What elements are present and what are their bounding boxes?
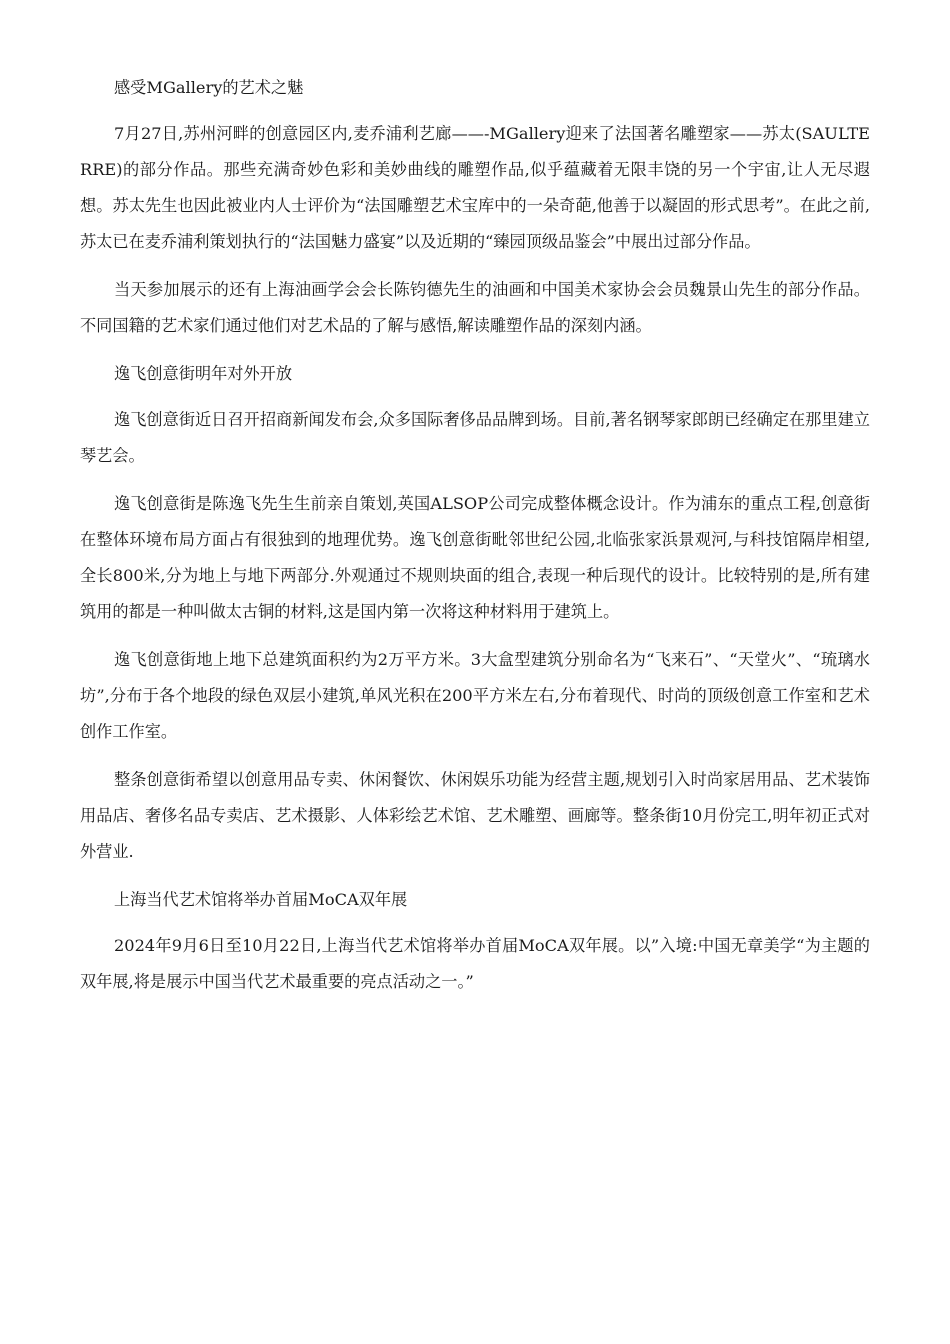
section-heading: 上海当代艺术馆将举办首届MoCA双年展 (114, 890, 408, 909)
paragraph: 整条创意街希望以创意用品专卖、休闲餐饮、休闲娱乐功能为经营主题,规划引入时尚家居用品、艺术装饰用品店、奢侈名品专卖店、艺术摄影、人体彩绘艺术馆、艺术雕塑、画廊等。整条街10月份完工,明年初正式对外营业. (80, 770, 870, 861)
section-mgallery (80, 70, 870, 344)
section-heading: 逸飞创意街明年对外开放 (114, 364, 293, 383)
section-heading: 感受MGallery的艺术之魅 (114, 78, 304, 97)
paragraph: 当天参加展示的还有上海油画学会会长陈钧德先生的油画和中国美术家协会会员魏景山先生的部分作品。不同国籍的艺术家们通过他们对艺术品的了解与感悟,解读雕塑作品的深刻内涵。 (80, 280, 870, 335)
paragraph: 逸飞创意街是陈逸飞先生生前亲自策划,英国ALSOP公司完成整体概念设计。作为浦东的重点工程,创意街在整体环境布局方面占有很独到的地理优势。逸飞创意街毗邻世纪公园,北临张家浜景观河,与科技馆隔岸相望,全长800米,分为地上与地下两部分.外观通过不规则块面的组合,表现一种后现代的设计。比较特别的是,所有建筑用的都是一种叫做太古铜的材料,这是国内第一次将这种材料用于建筑上。 (80, 494, 870, 621)
paragraph: 7月27日,苏州河畔的创意园区内,麦乔浦利艺廊——-MGallery迎来了法国著名雕塑家——苏太(SAULTERRE)的部分作品。那些充满奇妙色彩和美妙曲线的雕塑作品,似乎蕴藏着无限丰饶的另一个宇宙,让人无尽遐想。苏太先生也因此被业内人士评价为“法国雕塑艺术宝库中的一朵奇葩,他善于以凝固的形式思考”。在此之前,苏太已在麦乔浦利策划执行的“法国魅力盛宴”以及近期的“臻园顶级品鉴会”中展出过部分作品。 (80, 124, 870, 251)
document-page (80, 70, 870, 1012)
section-moca-biennale (80, 882, 870, 1000)
paragraph: 逸飞创意街地上地下总建筑面积约为2万平方米。3大盒型建筑分别命名为“飞来石”、“天堂火”、“琉璃水坊”,分布于各个地段的绿色双层小建筑,单风光积在200平方米左右,分布着现代、时尚的顶级创意工作室和艺术创作工作室。 (80, 650, 870, 741)
section-yifei-street (80, 356, 870, 870)
paragraph: 逸飞创意街近日召开招商新闻发布会,众多国际奢侈品品牌到场。目前,著名钢琴家郎朗已经确定在那里建立琴艺会。 (80, 410, 870, 465)
paragraph: 2024年9月6日至10月22日,上海当代艺术馆将举办首届MoCA双年展。以”入境:中国无章美学“为主题的双年展,将是展示中国当代艺术最重要的亮点活动之一。” (80, 936, 870, 991)
